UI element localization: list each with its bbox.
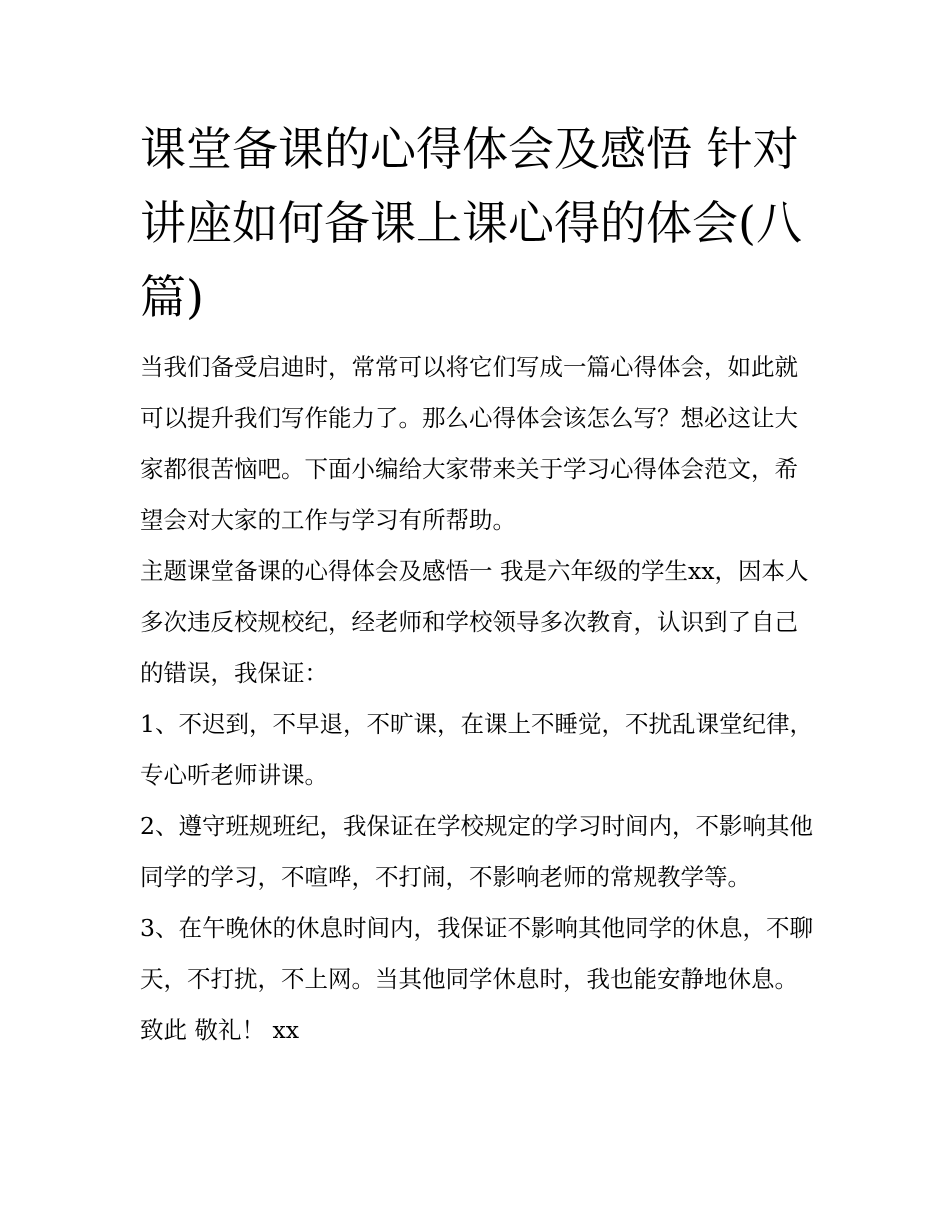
pledge-item-1: 1、不迟到，不早退，不旷课，在课上不睡觉，不扰乱课堂纪律，专心听老师讲课。 <box>140 710 813 789</box>
pledge-item-3: 3、在午晚休的休息时间内，我保证不影响其他同学的休息，不聊天，不打扰，不上网。当其他同学休息时，我也能安静地休息。 致此 敬礼！ xx <box>140 914 813 1044</box>
document-title: 课堂备课的心得体会及感悟 针对讲座如何备课上课心得的体会(八篇) <box>140 122 802 324</box>
pledge-item-2: 2、遵守班规班纪，我保证在学校规定的学习时间内，不影响其他同学的学习，不喧哗，不打闹，不影响老师的常规教学等。 <box>140 812 813 891</box>
pledge-intro-paragraph: 主题课堂备课的心得体会及感悟一 我是六年级的学生xx，因本人多次违反校规校纪，经老师和学校领导多次教育，认识到了自己的错误，我保证： <box>140 557 809 687</box>
intro-paragraph: 当我们备受启迪时，常常可以将它们写成一篇心得体会，如此就可以提升我们写作能力了。那么心得体会该怎么写？想必这让大家都很苦恼吧。下面小编给大家带来关于学习心得体会范文，希望会对大家的工作与学习有所帮助。 <box>140 353 798 534</box>
document-body <box>140 112 815 1056</box>
